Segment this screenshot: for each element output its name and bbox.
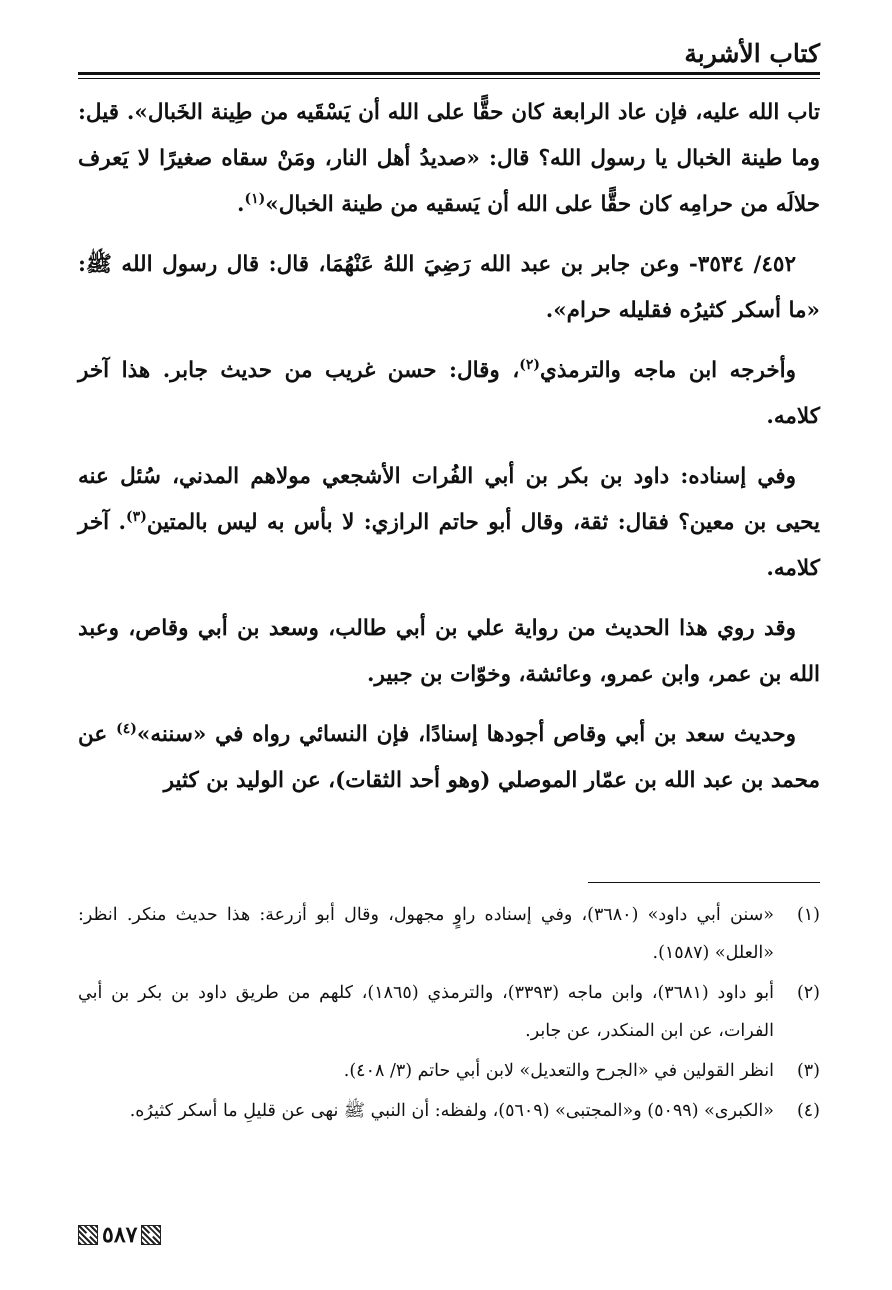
header-rule-thin — [78, 78, 820, 79]
chapter-title: كتاب الأشربة — [684, 39, 820, 68]
paragraph: وقد روي هذا الحديث من رواية علي بن أبي طالب، وسعد بن أبي وقاص، وعبد الله بن عمر، وابن عمرو، وعائشة، وخوّات بن جبير. — [78, 616, 820, 687]
footnote-text: «الكبرى» (٥٠٩٩) و«المجتبى» (٥٦٠٩)، ولفظه: أن النبي ﷺ نهى عن قليلِ ما أسكر كثيرُه. — [129, 1101, 774, 1121]
paragraph: وحديث سعد بن أبي وقاص أجودها إسنادًا، فإن النسائي رواه في «سننه»$^{(٤)}$ عن محمد بن عبد الله بن عمّار الموصلي (وهو أحد الثقات)، عن الوليد بن كثير — [78, 720, 820, 793]
footnote-ref[interactable]: (١) — [244, 190, 266, 207]
main-text — [78, 90, 820, 818]
footnote-number: (٢) — [796, 983, 820, 1003]
ornament-icon — [78, 1225, 98, 1245]
paragraph: تاب الله عليه، فإن عاد الرابعة كان حقًّا على الله أن يَسْقَيه من طِينة الخَبال». قيل: وما طينة الخبال يا رسول الله؟ قال: «صديدُ أهل النار، ومَنْ سقاه صغيرًا لا يَعرف حلالَه من حرامِه كان حقًّا على الله أن يَسقيه من طينة الخبال»$^{(١)}$. — [78, 100, 820, 217]
footnote-ref[interactable]: (٣) — [126, 508, 147, 525]
footnote-number: (٣) — [796, 1061, 820, 1081]
footnote-ref[interactable]: (٢) — [519, 356, 541, 373]
running-header — [78, 36, 820, 76]
footnote-number: (١) — [796, 905, 820, 925]
page-number: ٥٨٧ — [102, 1222, 138, 1248]
footnote-text: أبو داود (٣٦٨١)، وابن ماجه (٣٣٩٣)، والترمذي (١٨٦٥)، كلهم من طريق داود بن بكر بن أبي الفرات، عن ابن المنكدر، عن جابر. — [78, 983, 774, 1041]
footnote-text: انظر القولين في «الجرح والتعديل» لابن أبي حاتم (٣/ ٤٠٨). — [343, 1061, 774, 1081]
footnote-ref[interactable]: (٤) — [116, 720, 137, 737]
footnote-item — [78, 896, 820, 972]
book-page — [78, 36, 820, 1266]
ornament-icon — [141, 1225, 161, 1245]
footnote-text: «سنن أبي داود» (٣٦٨٠)، وفي إسناده راوٍ مجهول، وقال أبو أزرعة: هذا حديث منكر. انظر: «العلل» (١٥٨٧). — [78, 905, 774, 963]
footnote-number: (٤) — [796, 1101, 820, 1121]
paragraph: وأخرجه ابن ماجه والترمذي$^{(٢)}$، وقال: حسن غريب من حديث جابر. هذا آخر كلامه. — [78, 356, 820, 429]
header-rule-thick — [78, 72, 820, 75]
footnote-item — [78, 1092, 820, 1130]
footnote-separator — [588, 882, 820, 883]
footnotes — [78, 896, 820, 1132]
paragraph: وفي إسناده: داود بن بكر بن أبي الفُرات الأشجعي مولاهم المدني، سُئل عنه يحيى بن معين؟ فقال: ثقة، وقال أبو حاتم الرازي: لا بأس به ليس بالمتين$^{(٣)}$. آخر كلامه. — [78, 464, 820, 581]
hadith-paragraph: ٤٥٢/ ٣٥٣٤- وعن جابر بن عبد الله رَضِيَ اللهُ عَنْهُمَا، قال: قال رسول الله ﷺ: «ما أسكر كثيرُه فقليله حرام». — [78, 252, 820, 323]
footnote-item — [78, 974, 820, 1050]
footnote-item — [78, 1052, 820, 1090]
page-number-block — [78, 1220, 161, 1250]
